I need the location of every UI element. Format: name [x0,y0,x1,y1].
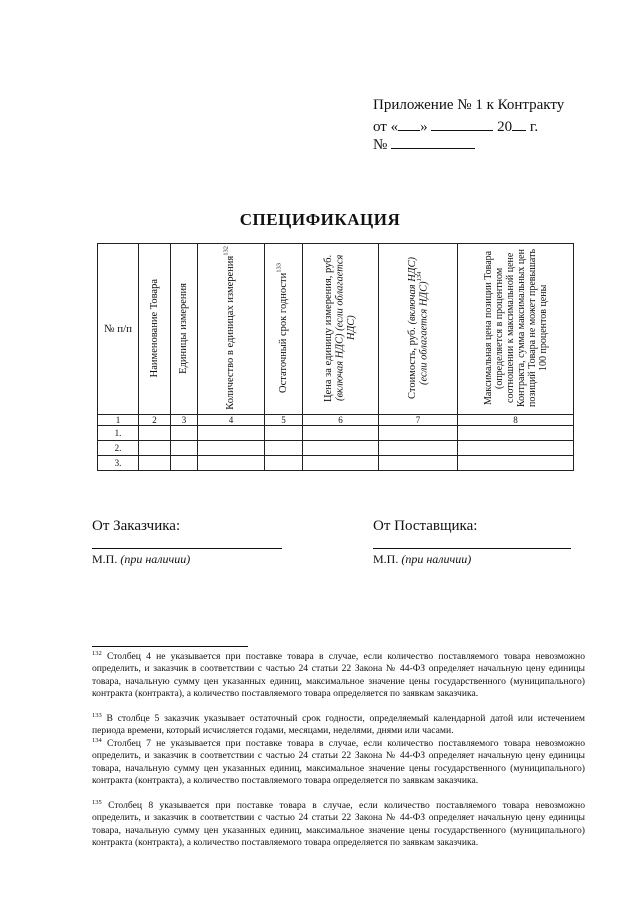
date-prefix: от « [373,119,399,135]
header-units: Единицы измерения [171,244,198,415]
customer-signature-line [92,548,282,549]
row-number: 3. [98,456,139,471]
header-name: Наименование Товара [139,244,171,415]
column-number: 3 [171,415,198,426]
month-blank [431,116,493,131]
customer-label: От Заказчика: [92,518,181,534]
date-mid: » [420,119,428,135]
supplier-label: От Поставщика: [373,518,478,534]
footnote-ref-132: 132 [222,246,230,256]
footnote-135: $^{135}$ Столбец 8 указывается при поставке товара в случае, если количество поставляемого товара невозможно определить, и заказчик в соответствии с частью 24 статьи 22 Закона № 44-ФЗ определяет начальную цену единицы товара, начальную сумму цен указанных единиц, максимальное значение цены государственного (муниципального) контракта (контракта), а количество поставляемого товара определяется по заявкам заказчика. [92,798,585,848]
contract-number-line [373,134,475,154]
header-max-price: Максимальная цена позиции Товара (определяется в процентном соотношении к максимальной цене Контракта, сумма максимальных цен позиций Товара не может превышать 100 процентов цены [458,244,574,415]
footnote-133: $^{133}$ В столбце 5 заказчик указывает остаточный срок годности, определяемый календарной датой или истечением периода времени, который исчисляется годами, месяцами, неделями, днями или часами. [92,711,585,737]
supplier-stamp: М.П. (при наличии) [373,552,472,566]
column-number: 6 [303,415,379,426]
column-number: 2 [139,415,171,426]
supplier-signature-line [373,548,571,549]
number-blank [391,134,475,149]
row-number: 1. [98,426,139,441]
column-number: 8 [458,415,574,426]
year-blank [512,116,526,131]
table-row [98,441,574,456]
table-row [98,426,574,441]
column-number: 4 [198,415,265,426]
column-number: 7 [379,415,458,426]
number-prefix: № [373,137,388,153]
footnote-ref-134: 134 [415,271,423,282]
page-title: СПЕЦИФИКАЦИЯ [239,210,401,229]
footnote-134: $^{134}$ Столбец 7 не указывается при поставке товара в случае, если количество поставляемого товара невозможно определить, и заказчик в соответствии с частью 24 статьи 22 Закона № 44-ФЗ определяет начальную цену единицы товара, начальную сумму цен указанных единиц, максимальное значение цены государственного (муниципального) контракта (контракта), а количество поставляемого товара определяется по заявкам заказчика. [92,736,585,786]
row-number: 2. [98,441,139,456]
header-quantity: Количество в единицах измерения$^{132}$ [198,244,265,415]
header-unit-price: Цена за единицу измерения, руб. (включая НДС) (если облагается НДС) [303,244,379,415]
year-prefix: 20 [497,119,513,135]
column-number: 1 [98,415,139,426]
year-suffix: г. [529,119,539,135]
specification-table [97,243,574,471]
footnote-132: $^{132}$ Столбец 4 не указывается при поставке товара в случае, если количество поставляемого товара невозможно определить, и заказчик в соответствии с частью 24 статьи 22 Закона № 44-ФЗ определяет начальную цену единицы товара, начальную сумму цен указанных единиц, максимальное значение цены государственного (муниципального) контракта (контракта), а количество поставляемого товара определяется по заявкам заказчика. [92,649,585,699]
day-blank [398,116,420,131]
column-numbers-row [98,415,574,426]
footnote-separator [92,646,248,647]
header-cost: Стоимость, руб. (включая НДС) (если облагается НДС)$^{134}$ [379,244,458,415]
header-number: № п/п [98,244,139,415]
header-shelf-life: Остаточный срок годности$^{133}$ [265,244,303,415]
column-number: 5 [265,415,303,426]
table-header-row [98,244,574,415]
appendix-title: Приложение № 1 к Контракту [373,97,565,113]
contract-date-line [373,116,538,136]
customer-stamp: М.П. (при наличии) [92,552,191,566]
table-row [98,456,574,471]
footnote-ref-133: 133 [275,263,283,273]
